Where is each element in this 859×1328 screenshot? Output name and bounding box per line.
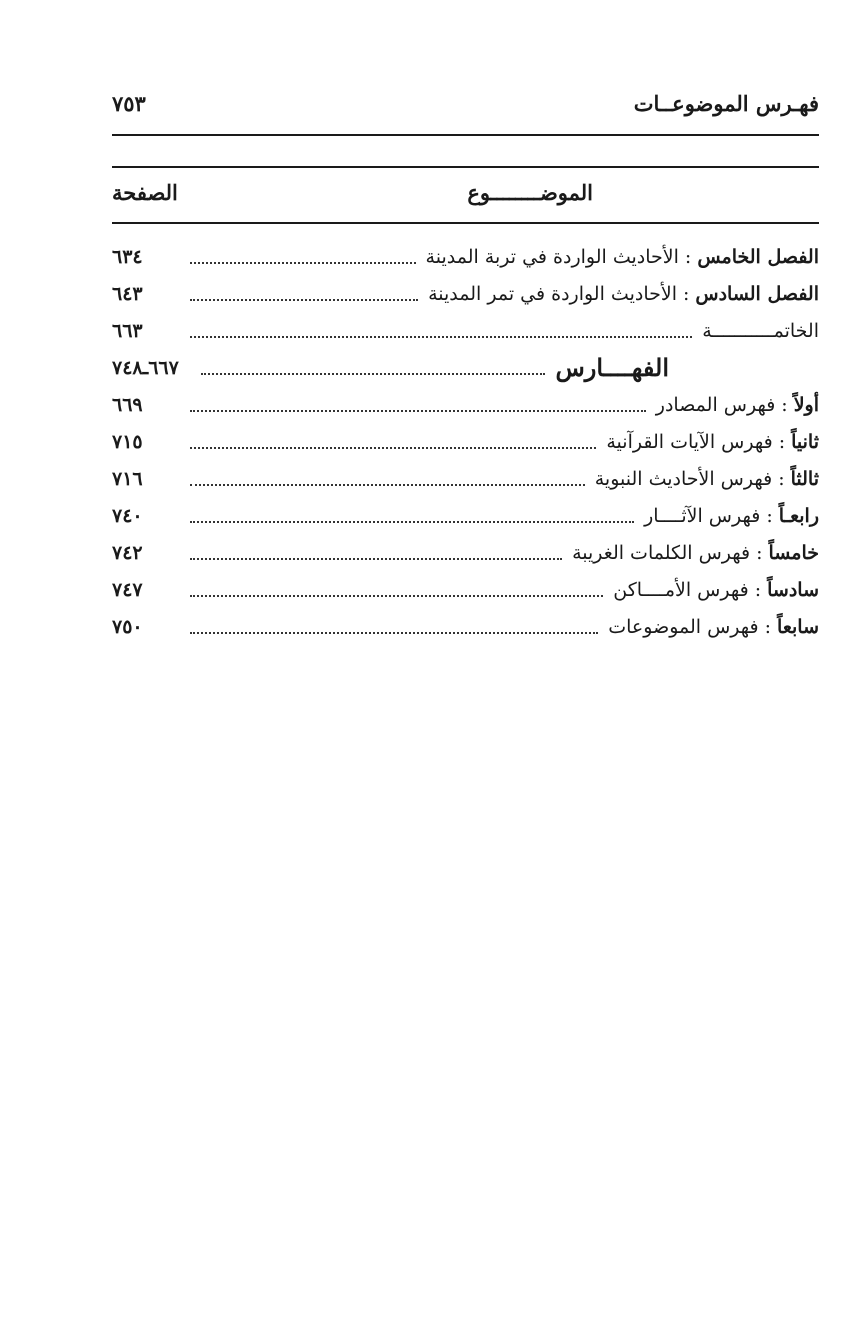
toc-entry-title [572, 542, 819, 564]
toc-entry-text: فهرس الكلمات الغريبة [572, 541, 751, 564]
toc-entry-title [555, 353, 819, 382]
table-top-rule [112, 166, 819, 168]
toc-entry-separator: : [756, 541, 763, 564]
running-header [112, 86, 819, 120]
toc-entry [112, 312, 819, 349]
leader-dots [190, 299, 418, 301]
toc-entry-text: فهرس الآيات القرآنية [606, 430, 773, 453]
toc-entry-title [656, 394, 819, 416]
leader-dots [190, 595, 603, 597]
header-rule [112, 134, 819, 136]
toc-entry-separator: : [764, 615, 772, 638]
toc-entry-title [606, 431, 819, 453]
toc-entry-text: الخاتمـــــــــــة [702, 319, 819, 342]
toc-entry-separator: : [778, 467, 785, 490]
toc-entry-page: ٦٦٧ـ٧٤٨ [112, 356, 179, 379]
toc-entry-label: ثالثاً [790, 467, 819, 490]
column-header-rule [112, 222, 819, 224]
toc-entry-label: رابعـاً [778, 504, 819, 527]
toc-entry-page: ٦٦٣ [112, 319, 143, 342]
toc-entry [112, 238, 819, 275]
leader-dots [190, 521, 634, 523]
toc-entry-title [702, 320, 819, 342]
toc-entry-page: ٦٦٩ [112, 393, 143, 416]
leader-dots [190, 632, 598, 634]
toc-entry-text: فهرس الموضوعات [608, 615, 759, 638]
leader-dots [190, 262, 416, 264]
toc-entry-label: سادساً [767, 578, 819, 601]
leader-dots [190, 410, 646, 412]
toc-entry-separator: : [684, 245, 692, 268]
column-headers [112, 178, 819, 216]
toc-entry-title [595, 468, 819, 490]
toc-entry [112, 275, 819, 312]
toc-entry-label: خامساً [768, 541, 819, 564]
toc-entry-text: فهرس الأحاديث النبوية [594, 467, 773, 490]
toc-entry [112, 460, 819, 497]
subject-column-header: الموضــــــــوع [467, 180, 593, 205]
toc-entry [112, 534, 819, 571]
toc-entry-page: ٧٥٠ [112, 615, 143, 638]
toc-entry-page: ٧١٦ [112, 467, 143, 490]
toc-entry-separator: : [682, 282, 690, 305]
toc-entry-title [613, 579, 819, 601]
toc-entry-separator: : [781, 393, 788, 416]
toc-entry-page: ٧٤٢ [112, 541, 143, 564]
leader-dots [190, 447, 596, 449]
toc-entry-title [428, 283, 819, 305]
toc-entry-page: ٧٤٧ [112, 578, 143, 601]
leader-dots [190, 336, 692, 338]
toc-entry-separator: : [754, 578, 762, 601]
toc-entry [112, 386, 819, 423]
toc-entry-text: الأحاديث الواردة في تمر المدينة [428, 282, 677, 305]
toc-list [112, 238, 819, 645]
running-title: فهـرس الموضوعــات [633, 90, 819, 116]
toc-entry-title [644, 505, 819, 527]
toc-entry-label: الفصل السادس [695, 282, 819, 305]
leader-dots [190, 558, 562, 560]
toc-entry-page: ٦٣٤ [112, 245, 143, 268]
page-number: ٧٥٣ [112, 90, 146, 116]
toc-section-heading [112, 349, 819, 386]
toc-entry-title [608, 616, 819, 638]
toc-entry-label: أولاً [793, 393, 819, 416]
toc-entry-label: الفصل الخامس [697, 245, 819, 268]
toc-entry-page: ٧٤٠ [112, 504, 143, 527]
toc-entry-text: الفهــــارس [555, 353, 669, 382]
toc-entry-title [426, 246, 819, 268]
toc-entry-label: سابعاً [777, 615, 819, 638]
toc-entry-separator: : [778, 430, 786, 453]
toc-entry-text: فهرس الأمــــاكن [613, 578, 749, 601]
toc-entry-label: ثانياً [791, 430, 819, 453]
toc-entry-text: الأحاديث الواردة في تربة المدينة [425, 245, 679, 268]
toc-entry-separator: : [766, 504, 773, 527]
toc-entry-text: فهرس المصادر [655, 393, 776, 416]
toc-entry [112, 571, 819, 608]
toc-entry-text: فهرس الآثــــار [644, 504, 761, 527]
toc-entry [112, 608, 819, 645]
toc-entry-page: ٧١٥ [112, 430, 143, 453]
toc-entry [112, 497, 819, 534]
toc-entry [112, 423, 819, 460]
page-column-header: الصفحة [112, 180, 178, 205]
toc-entry-page: ٦٤٣ [112, 282, 143, 305]
leader-dots [201, 373, 546, 375]
leader-dots [190, 484, 585, 486]
